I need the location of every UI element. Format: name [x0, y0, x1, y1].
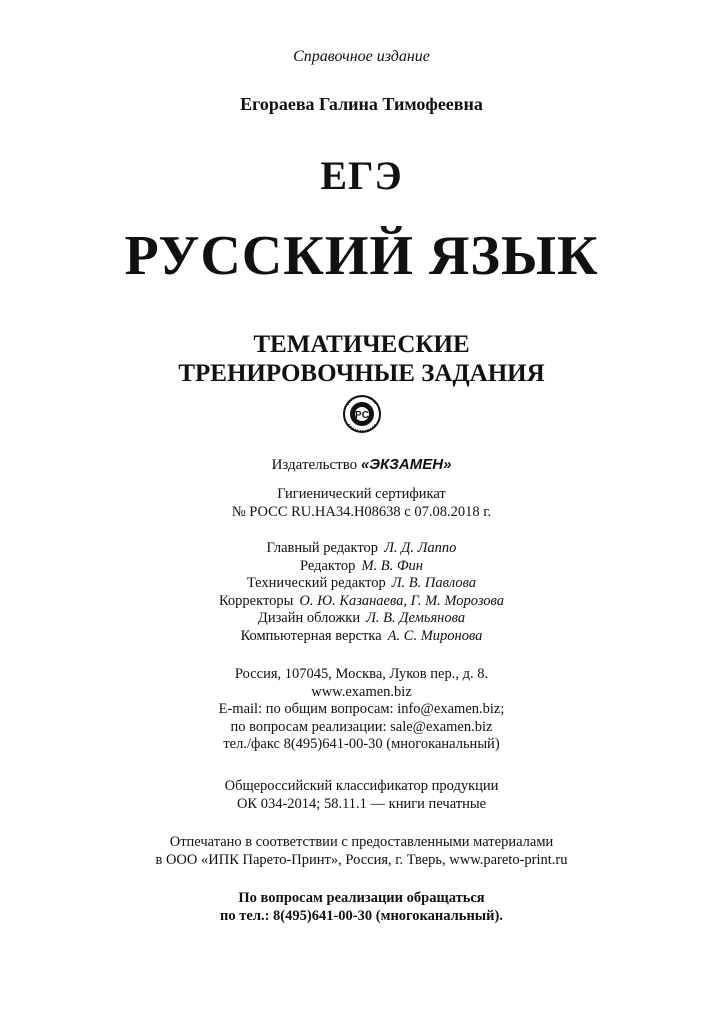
book-subtitle	[0, 330, 723, 388]
sales-line-2: по тел.: 8(495)641-00-30 (многоканальный).	[220, 907, 503, 924]
publisher-contacts	[0, 666, 723, 754]
staff-item: Корректоры О. Ю. Казанаева, Г. М. Морозова	[218, 592, 505, 609]
staff-item: Редактор М. В. Фин	[300, 557, 423, 574]
series-title: ЕГЭ	[320, 153, 403, 198]
staff-item: Компьютерная верстка А. С. Миронова	[240, 627, 483, 644]
certificate-number: № РОСС RU.HA34.H08638 с 07.08.2018 г.	[231, 503, 492, 520]
staff-list	[0, 540, 723, 645]
staff-item: Дизайн обложки Л. В. Демьянова	[257, 610, 466, 626]
book-title: РУССКИЙ ЯЗЫК	[124, 225, 599, 287]
publisher-name: «ЭКЗАМЕН»	[360, 456, 452, 473]
hygiene-certificate	[0, 486, 723, 521]
subtitle-line-2: ТРЕНИРОВОЧНЫЕ ЗАДАНИЯ	[178, 360, 545, 387]
classifier-code: ОК 034-2014; 58.11.1 — книги печатные	[236, 795, 487, 812]
staff-item: Главный редактор Л. Д. Лаппо	[266, 540, 457, 556]
edition-type: Справочное издание	[293, 48, 430, 65]
sales-line-1: По вопросам реализации обращаться	[238, 890, 485, 906]
website-link[interactable]: www.examen.biz	[311, 683, 412, 700]
phone-line: тел./факс 8(495)641-00-30 (многоканальный)	[223, 736, 500, 752]
address-line: Россия, 107045, Москва, Луков пер., д. 8.	[234, 666, 489, 682]
printing-line-1: Отпечатано в соответствии с предоставленными материалами	[169, 834, 554, 850]
author-name: Егораева Галина Тимофеевна	[240, 94, 483, 114]
email-sales: по вопросам реализации: sale@examen.biz	[230, 718, 493, 735]
classifier-title: Общероссийский классификатор продукции	[224, 778, 499, 794]
staff-item: Технический редактор Л. В. Павлова	[246, 575, 477, 591]
certificate-title: Гигиенический сертификат	[277, 486, 446, 502]
product-classifier	[0, 778, 723, 813]
subtitle-line-1: ТЕМАТИЧЕСКИЕ	[253, 331, 470, 358]
publisher-prefix: Издательство	[271, 457, 358, 473]
certification-logo	[0, 394, 723, 434]
email-general: E-mail: по общим вопросам: info@examen.biz;	[218, 701, 505, 717]
printing-info	[0, 834, 723, 869]
rst-certification-icon	[342, 394, 382, 434]
sales-contact	[0, 890, 723, 925]
printing-line-2: в ООО «ИПК Парето-Принт», Россия, г. Тверь, www.pareto-print.ru	[155, 851, 568, 868]
publisher-line	[0, 456, 723, 474]
svg-text:PC: PC	[354, 410, 369, 421]
